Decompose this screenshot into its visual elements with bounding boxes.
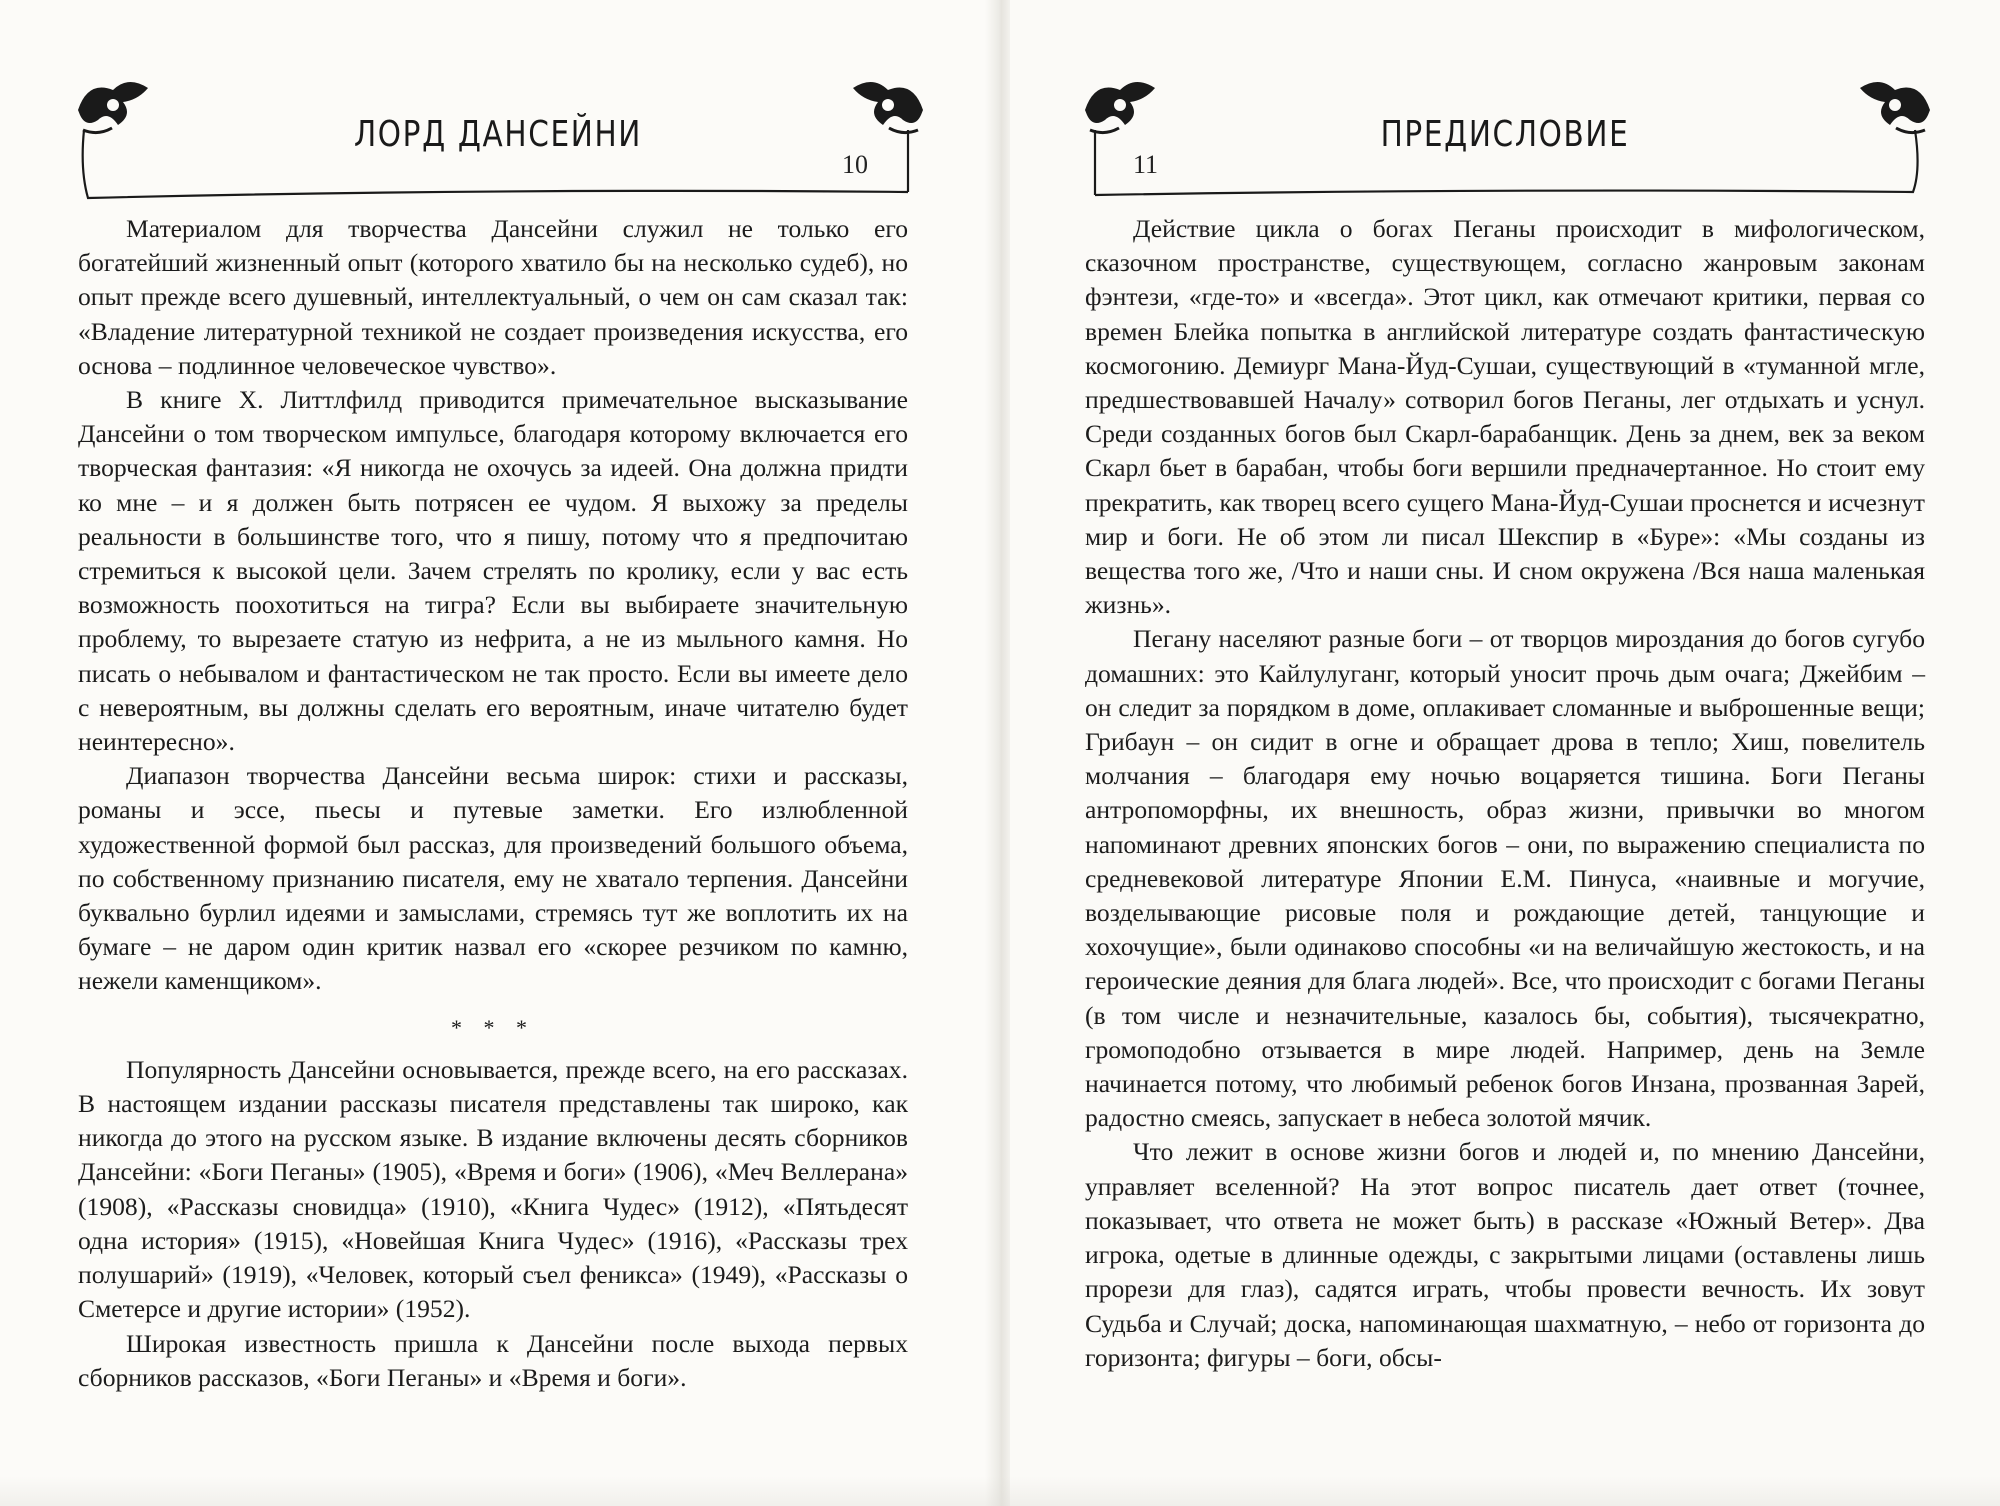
- right-page-body: [1085, 212, 1925, 1375]
- running-title: ПРЕДИСЛОВИЕ: [1380, 114, 1630, 155]
- floral-ornament-icon: [1075, 70, 1165, 140]
- section-separator: * * *: [451, 1014, 535, 1040]
- page-number: 11: [1133, 150, 1159, 179]
- running-title: ЛОРД ДАНСЕЙНИ: [353, 114, 643, 155]
- paragraph: Широкая известность пришла к Дансейни после выхода первых сборников рассказов, «Боги Пеганы» и «Время и боги».: [78, 1328, 908, 1392]
- left-page-body: [78, 212, 908, 1395]
- paragraph: Материалом для творчества Дансейни служил не только его богатейший жизненный опыт (которого хватило бы на несколько судеб), но опыт прежде всего душевный, интеллектуальный, о чем он сам сказал так: «Владение литературной техникой не создает произведения искусства, его основа – подлинное человеческое чувство».: [78, 214, 908, 380]
- page-number: 10: [842, 150, 868, 179]
- left-page: [0, 0, 990, 1506]
- paragraph: Что лежит в основе жизни богов и людей и, по мнению Дансейни, управляет вселенной? На этот вопрос писатель дает ответ (точнее, показывает, что ответа не может быть) в рассказе «Южный Ветер». Два игрока, одетые в длинные одежды, с закрытыми лицами (оставлены лишь прорези для глаз), садятся играть, чтобы провести вечность. Их зовут Судьба и Случай; доска, напоминающая шахматную, – небо от горизонта до горизонта; фигуры – боги, обсы-: [1085, 1137, 1925, 1372]
- page-shadow: [0, 1476, 2000, 1506]
- paragraph: Действие цикла о богах Пеганы происходит в мифологическом, сказочном пространстве, существующем, согласно жанровым законам фэнтези, «где-то» и «всегда». Этот цикл, как отмечают критики, первая со времен Блейка попытка в английской литературе создать фантастическую космогонию. Демиург Мана-Йуд-Сушаи, существующий в «туманной мгле, предшествовавшей Началу» сотворил богов Пеганы, лег отдыхать и уснул. Среди созданных богов был Скарл-барабанщик. День за днем, век за веком Скарл бьет в барабан, чтобы боги вершили предначертанное. Но стоит ему прекратить, как творец всего сущего Мана-Йуд-Сушаи проснется и исчезнут мир и боги. Не об этом ли писал Шекспир в «Буре»: «Мы созданы из вещества того же, /Что и наши сны. И сном окружена /Вся наша маленькая жизнь».: [1085, 214, 1925, 620]
- paragraph: В книге Х. Литтлфилд приводится примечательное высказывание Дансейни о том творческом импульсе, благодаря которому включается его творческая фантазия: «Я никогда не охочусь за идеей. Она должна придти ко мне – и я должен быть потрясен ее чудом. Я выхожу за пределы реальности в большинстве того, что я пишу, потому что я предпочитаю стремиться к высокой цели. Зачем стрелять по кролику, если у вас есть возможность поохотиться на тигра? Если вы выбираете значительную проблему, то вырезаете статую из нефрита, а не из мыльного камня. Но писать о небывалом и фантастическом не так просто. Если вы имеете дело с невероятным, вы должны сделать его вероятным, иначе читателю будет неинтересно».: [78, 385, 908, 757]
- floral-ornament-icon: [843, 70, 933, 140]
- right-page-header: [1085, 70, 1925, 205]
- paragraph: Пегану населяют разные боги – от творцов мироздания до богов сугубо домашних: это Кайлулуганг, который уносит прочь дым очага; Джейбим – он следит за порядком в доме, оплакивает сломанные и выброшенные вещи; Грибаун – он сидит в огне и обращает дрова в тепло; Хиш, повелитель молчания – благодаря ему ночью воцаряется тишина. Боги Пеганы антропоморфны, их внешность, образ жизни, привычки во многом напоминают древних японских богов – они, по выражению специалиста по средневековой литературе Японии Е.М. Пинуса, «наивные и могучие, возделывающие рисовые поля и рождающие детей, танцующие и хохочущие», были одинаково способны «и на величайшую жестокость, и на героические деяния для блага людей». Все, что происходит с богами Пеганы (в том числе и незначительные, казалось бы, события), тысячекратно, громоподобно отзывается в мире людей. Например, день на Земле начинается потому, что любимый ребенок богов Инзана, прозванная Зарей, радостно смеясь, запускает в небеса золотой мячик.: [1085, 624, 1925, 1133]
- right-page: [1010, 0, 2000, 1506]
- floral-ornament-icon: [68, 70, 158, 140]
- paragraph: Популярность Дансейни основывается, прежде всего, на его рассказах. В настоящем издании рассказы писателя представлены так широко, как никогда до этого на русском языке. В издание включены десять сборников Дансейни: «Боги Пеганы» (1905), «Время и боги» (1906), «Меч Веллерана» (1908), «Рассказы сновидца» (1910), «Книга Чудес» (1912), «Пятьдесят одна история» (1915), «Новейшая Книга Чудес» (1916), «Рассказы трех полушарий» (1919), «Человек, который съел феникса» (1949), «Рассказы о Сметерсе и другие истории» (1952).: [78, 1054, 908, 1324]
- floral-ornament-icon: [1850, 70, 1940, 140]
- paragraph: Диапазон творчества Дансейни весьма широк: стихи и рассказы, романы и эссе, пьесы и путевые заметки. Его излюбленной художественной формой был рассказ, для произведений большого объема, по собственному признанию писателя, ему не хватало терпения. Дансейни буквально бурлил идеями и замыслами, стремясь тут же воплотить их на бумаге – не даром один критик назвал его «скорее резчиком по камню, нежели каменщиком».: [78, 761, 908, 996]
- left-page-header: [78, 70, 918, 205]
